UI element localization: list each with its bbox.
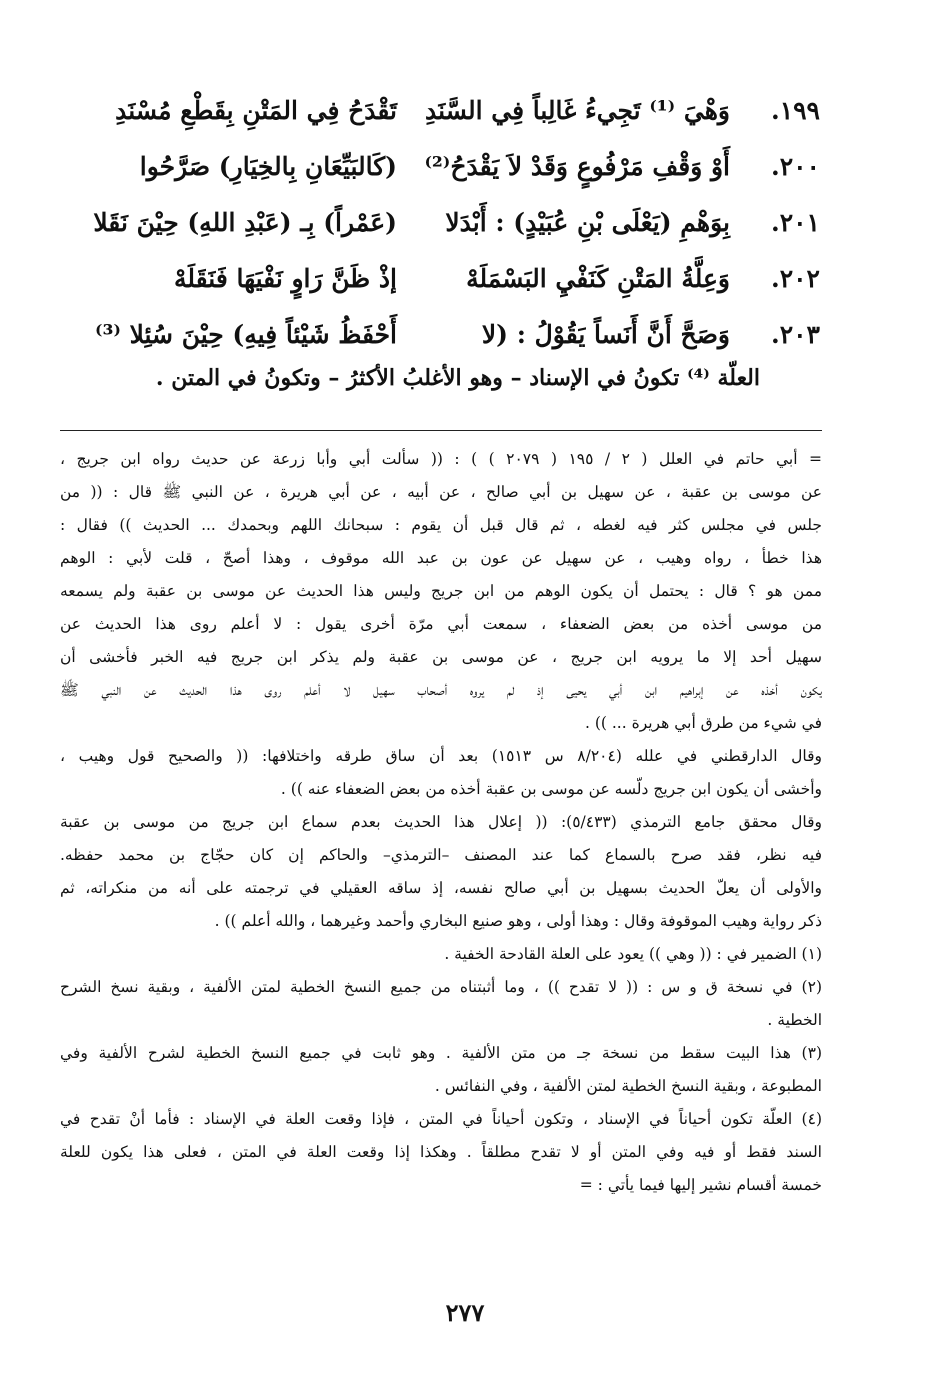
verse-row (60, 306, 820, 362)
verse-number: ٢٠٠. (770, 151, 820, 181)
footnote-line: ذكر رواية وهيب الموقوفة وقال : وهذا أولى ، وهو صنيع البخاري وأحمد وغيرهما ، والله أعلم )) . (214, 912, 822, 930)
verse-first-hemistich: وَصَحَّ أَنَّ أَنَساً يَقُوْلُ : (لا (481, 319, 730, 349)
footnote-line: خمسة أقسام نشير إليها فيما يأتي : = (579, 1176, 822, 1194)
verse-block (60, 82, 820, 362)
footnote-line: (١) الضمير في : (( وهي )) يعود على العلة القادحة الخفية . (444, 945, 822, 963)
footnote-line: جلس في مجلس كثر فيه لغطه ، ثم قال قبل أن يقوم : سبحانك اللهم وبحمدك ... الحديث )) فقال : (60, 516, 822, 534)
verse-number: ٢٠٢. (770, 263, 820, 293)
verse-second-hemistich: (عَمْراً) بِـ (عَبْدِ اللهِ) حِيْنَ نَقَلا (93, 207, 397, 237)
verse-first-hemistich: أَوْ وَقْفِ مَرْفُوعٍ وَقَدْ لاَ يَقْدَحُ⁽²⁾ (424, 151, 730, 181)
footnote-line: من موسى أخذه من بعض الضعفاء ، سمعت أبي مرّة أخرى يقول : لا أعلم روى هذا الحديث عن (60, 615, 822, 633)
verse-number: ٢٠١. (770, 207, 820, 237)
verse-first-hemistich: بِوَهْمِ (يَعْلَى بْنِ عُبَيْدٍ) : أَبْدَلا (445, 207, 730, 237)
footnote-line: المطبوعة ، وبقية النسخ الخطية لمتن الألفية ، وفي النفائس . (434, 1077, 822, 1095)
footnote-line: والأولى أن يعلّ الحديث بسهيل بن أبي صالح نفسه، إذ ساقه العقيلي في ترجمته على أنه من منكراته، ثم (60, 879, 822, 897)
footnote-line: هذا خطأ ، رواه وهيب ، عن سهيل عن عون بن عبد الله موقوف ، وهذا أصحّ ، قلت لأبي : الوهم (60, 549, 822, 567)
verse-first-hemistich: وَهْيَ ⁽¹⁾ تَجِيءُ غَالِباً فِي السَّنَدِ (425, 95, 730, 125)
verse-second-hemistich: تَقْدَحُ فِي المَتْنِ بِقَطْعِ مُسْنَدِ (115, 95, 397, 125)
verse-row (60, 194, 820, 250)
footnote-divider (60, 430, 822, 431)
footnote-line: ممن هو ؟ قال : يحتمل أن يكون الوهم من ابن جريج وليس هذا الحديث عن موسى بن عقبة ولم يسمعه (60, 582, 822, 600)
footnote-line: السند فقط أو فيه وفي المتن أو لا تقدح مطلقاً . وهكذا إذا وقعت العلة في المتن ، فعلى هذا يكون للعلة (60, 1143, 822, 1161)
verse-number: ٢٠٣. (770, 319, 820, 349)
verse-second-hemistich: أَحْفَظُ شَيْئاً فِيهِ) حِيْنَ سُئِلا ⁽³⁾ (95, 319, 397, 349)
verse-row (60, 250, 820, 306)
verse-second-hemistich: (كَالبَيِّعَانِ بِالخِيَارِ) صَرَّحُوا (139, 151, 397, 181)
footnote-line: (٢) في نسخة ق و س : (( لا تقدح )) ، وما أثبتناه من جميع النسخ الخطية لمتن الألفية ، وبقية نسخ الشرح (60, 978, 822, 996)
footnote-line: في شيء من طرق أبي هريرة ... )) . (584, 714, 822, 732)
footnote-line: فيه نظر، فقد صرح بالسماع كما عند المصنف –الترمذي– والحاكم إن كان حجّاج بن محمد حفظه. (60, 846, 822, 864)
footnote-line: (٤) العلّة تكون أحياناً في الإسناد ، وتكون أحياناً في المتن ، فإذا وقعت العلة في الإسناد : فأما أنْ تقدح في (60, 1110, 822, 1128)
footnote-line: عن موسى بن عقبة ، عن سهيل بن أبي صالح ، عن أبيه ، عن أبي هريرة ، عن النبي ﷺ قال : (( من (60, 483, 822, 501)
footnote-line: وأخشى أن يكون ابن جريج دلّسه عن موسى بن عقبة أخذه من بعض الضعفاء عنه )) . (280, 780, 822, 798)
page-number: ٢٧٧ (445, 1298, 485, 1327)
footnote-line: (٣) هذا البيت سقط من نسخة جـ من متن الألفية . وهو ثابت في جميع النسخ الخطية لشرح الألفية وفي (60, 1044, 822, 1062)
verse-second-hemistich: إذْ ظَنَّ رَاوٍ نَفْيَهَا فَنَقَلَهْ (173, 263, 397, 293)
footnote-line: وقال محقق جامع الترمذي (٥/٤٣٣): (( إعلال هذا الحديث بعدم سماع ابن جريج من موسى بن عقبة (60, 813, 822, 831)
verse-number: ١٩٩. (770, 95, 820, 125)
verse-row (60, 138, 820, 194)
footnotes (60, 443, 822, 1202)
footnote-line: = أبي حاتم في العلل ( ٢ / ١٩٥ ( ٢٠٧٩ ) ) : (( سألت أبي وأبا زرعة عن حديث رواه ابن جريج ، (60, 450, 822, 468)
verse-row (60, 82, 820, 138)
footnote-line: الخطية . (767, 1011, 822, 1029)
footnote-line: وقال الدارقطني في علله (٨/٢٠٤ س ١٥١٣) بعد أن ساق طرقه واختلافها: (( والصحيح قول وهيب ، (60, 747, 822, 765)
verse-first-hemistich: وَعِلَّةُ المَتْنِ كَنَفْيِ البَسْمَلَهْ (466, 263, 730, 293)
footnote-line: يكون أخذه عن إبراهيم ابن أبي يحيى إذ لم يروه أصحاب سهيل لا أعلم روى هذا الحديث عن النبي ﷺ (60, 681, 822, 699)
commentary-text: العلّة ⁽⁴⁾ تكونُ في الإسناد – وهو الأغلبُ الأكثرُ – وتكونُ في المتن . (155, 365, 760, 391)
footnote-line: سهيل أحد إلا ما يرويه ابن جريج ، عن موسى بن عقبة ولم يذكر ابن جريج فيه الخبر فأخشى أن (60, 648, 822, 666)
